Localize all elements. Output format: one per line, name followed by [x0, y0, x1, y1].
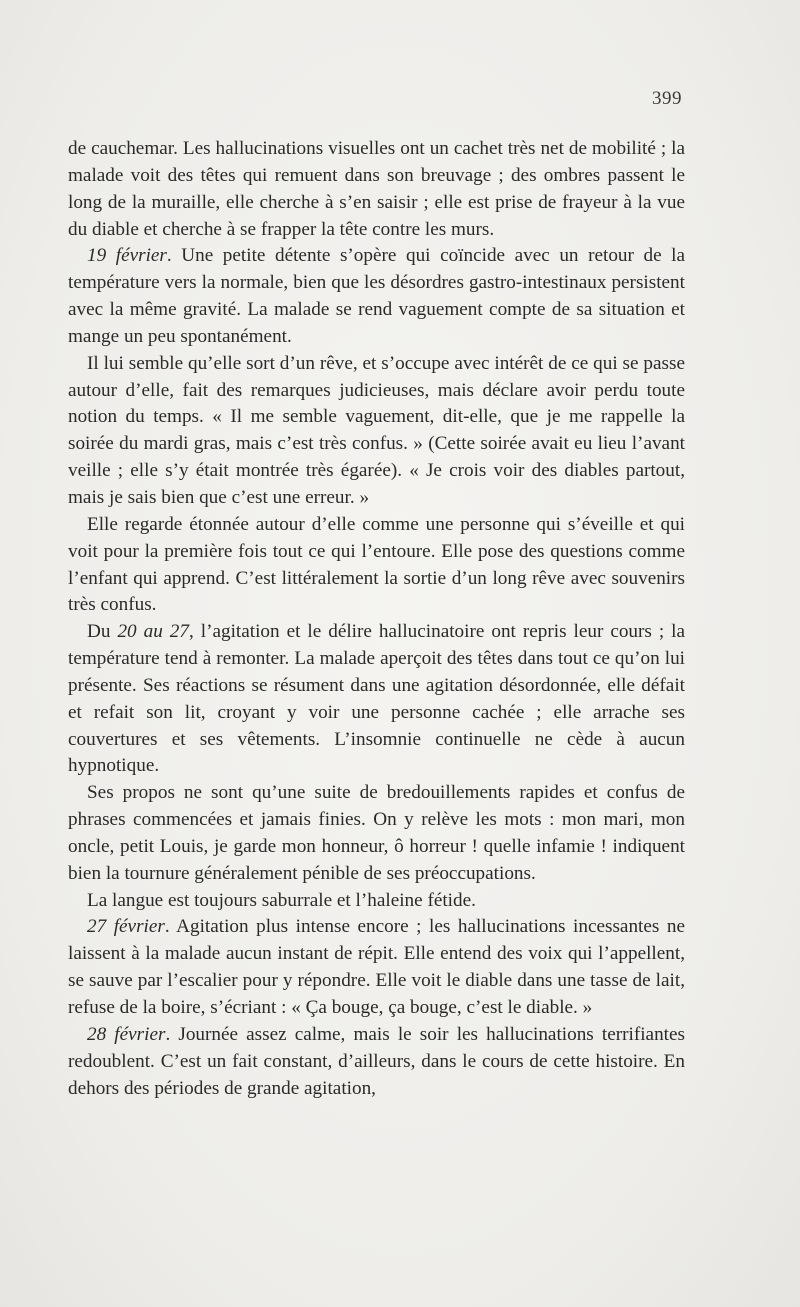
- paragraph: [68, 512, 685, 619]
- page-number: 399: [652, 88, 682, 109]
- paragraph: [68, 888, 685, 915]
- paragraph-text: , l’agitation et le délire hallucinatoire ont repris leur cours ; la température tend à remonter. La malade aperçoit des têtes dans tout ce qu’on lui présente. Ses réactions se résument dans une agitation désordonnée, elle défait et refait son lit, croyant y voir une personne cachée ; elle arrache ses couvertures et ses vêtements. L’insomnie continuelle ne cède à aucun hypnotique.: [68, 621, 686, 777]
- body-text: [68, 136, 685, 1102]
- paragraph-text: La langue est toujours saburrale et l’haleine fétide.: [87, 889, 476, 911]
- paragraph-text: Elle regarde étonnée autour d’elle comme une personne qui s’éveille et qui voit pour la première fois tout ce qui l’entoure. Elle pose des questions comme l’enfant qui apprend. C’est littéralement la sortie d’un long rêve avec souvenirs très confus.: [68, 513, 685, 616]
- paragraph-text: Il lui semble qu’elle sort d’un rêve, et s’occupe avec intérêt de ce qui se passe autour d’elle, fait des remarques judicieuses, mais déclare avoir perdu toute notion du temps. « Il me semble vaguement, dit-elle, que je me rappelle la soirée du mardi gras, mais c’est très confus. » (Cette soirée avait eu lieu l’avant veille ; elle s’y était montrée très égarée). « Je crois voir des diables partout, mais je sais bien que c’est une erreur. »: [68, 352, 685, 508]
- paragraph: [68, 780, 685, 887]
- paragraph-text: . Agitation plus intense encore ; les hallucinations incessantes ne laissent à la malade aucun instant de répit. Elle entend des voix qui l’appellent, se sauve par l’escalier pour y répondre. Elle voit le diable dans une tasse de lait, refuse de la boire, s’écriant : « Ça bouge, ça bouge, c’est le diable. »: [68, 916, 685, 1018]
- paragraph: [68, 1022, 685, 1103]
- paragraph: [68, 136, 685, 243]
- date-label: 27 février: [87, 916, 165, 938]
- date-label: 20 au 27: [117, 621, 189, 643]
- paragraph-text: . Une petite détente s’opère qui coïncide avec un retour de la température vers la normale, bien que les désordres gastro-intestinaux persistent avec la même gravité. La malade se rend vaguement compte de sa situation et mange un peu spontanément.: [68, 245, 685, 347]
- paragraph-text: . Journée assez calme, mais le soir les hallucinations terrifiantes redoublent. C’est un fait constant, d’ailleurs, dans le cours de cette histoire. En dehors des périodes de grande agitation,: [68, 1023, 685, 1099]
- paragraph: [68, 351, 685, 512]
- paragraph: [68, 243, 685, 350]
- paragraph: [68, 914, 685, 1021]
- date-label: 28 février: [87, 1023, 166, 1045]
- paragraph-text: de cauchemar. Les hallucinations visuelles ont un cachet très net de mobilité ; la malade voit des têtes qui remuent dans son breuvage ; des ombres passent le long de la muraille, elle cherche à s’en saisir ; elle est prise de frayeur à la vue du diable et cherche à se frapper la tête contre les murs.: [68, 138, 685, 240]
- paragraph-text: Ses propos ne sont qu’une suite de bredouillements rapides et confus de phrases commencées et jamais finies. On y relève les mots : mon mari, mon oncle, petit Louis, je garde mon honneur, ô horreur ! quelle infamie ! indiquent bien la tournure généralement pénible de ses préoccupations.: [68, 782, 685, 884]
- date-label: 19 février: [87, 245, 167, 267]
- paragraph: [68, 619, 685, 780]
- paragraph-text: Du: [87, 621, 118, 643]
